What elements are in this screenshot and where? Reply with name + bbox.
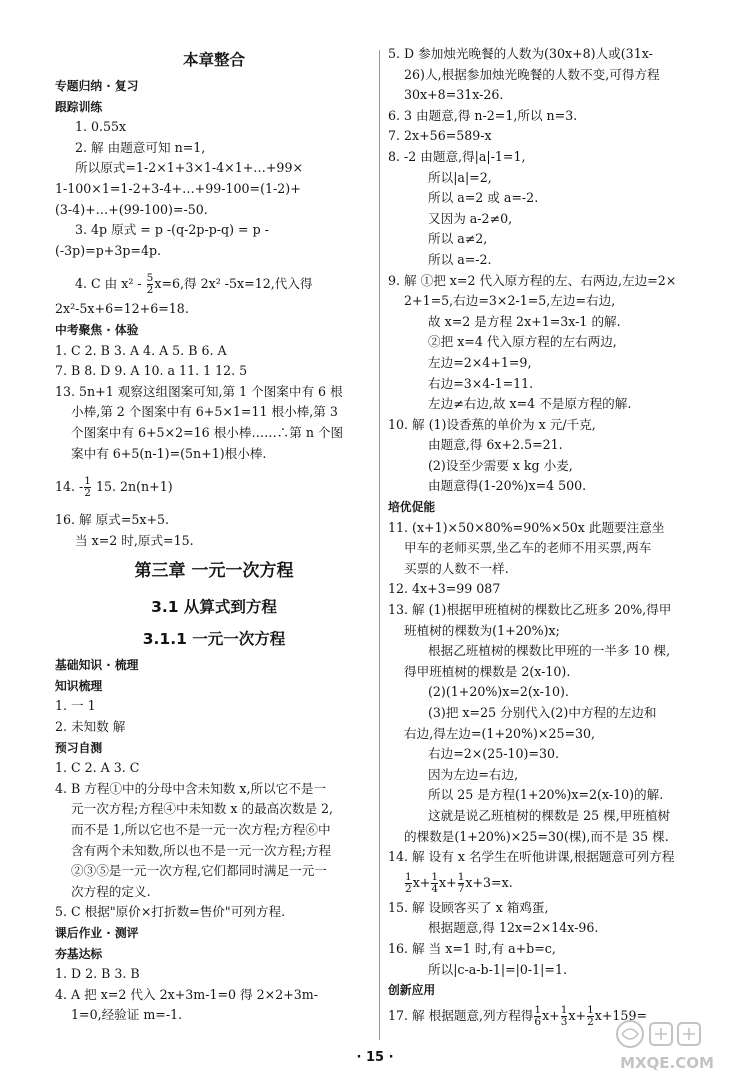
text-line: 得甲班植树的棵数是 2(x-10).: [404, 663, 571, 679]
text-line: 当 x=2 时,原式=15.: [75, 532, 194, 548]
text-line: 15. 解 设顾客买了 x 箱鸡蛋,: [388, 899, 549, 915]
spacer: [55, 502, 373, 510]
text-line: 7. B 8. D 9. A 10. a 11. 1 12. 5: [55, 363, 248, 379]
text-line: $\frac{1}{2}$ x+ $\frac{1}{4}$ x+ $\frac{1}{7}$ x+3=x.: [405, 870, 513, 895]
section-title: 3.1.1 一元一次方程: [142, 630, 286, 649]
text-line: 8. -2 由题意,得|a|-1=1,: [388, 148, 526, 164]
text-line: 的棵数是(1+20%)×25=30(棵),而不是 35 棵.: [404, 828, 669, 844]
text-line: 而不是 1,所以它也不是一元一次方程;方程⑥中: [71, 822, 331, 838]
text-line: 所以|a|=2,: [428, 169, 492, 185]
text-line: 右边=2×(25-10)=30.: [428, 746, 560, 762]
fraction: $\frac{1}{3}$: [560, 1003, 568, 1028]
text-line: (-3p)=p+3p=4p.: [55, 242, 162, 258]
text-line: 个图案中有 6+5×2=16 根小棒……∴第 n 个图: [71, 424, 344, 440]
text-line: ②把 x=4 代入原方程的左右两边,: [428, 334, 617, 350]
text-line: 9. 解 ①把 x=2 代入原方程的左、右两边,左边=2×: [388, 272, 677, 288]
fraction: $\frac{5}{2}$: [146, 272, 154, 297]
section-heading: 课后作业 · 测评: [55, 926, 139, 940]
text-line: 2. 解 由题意可知 n=1,: [75, 139, 206, 155]
section-title: 本章整合: [182, 51, 245, 69]
text-line: (3)把 x=25 分别代入(2)中方程的左边和: [428, 705, 657, 720]
text-line: 3. 4p 原式 = p -(q-2p-p-q) = p -: [75, 222, 269, 238]
text-line: 4. C 由 x² - $\frac{5}{2}$ x=6,得 2x² -5x=12,代入得: [75, 272, 313, 297]
text-line: 10. 解 (1)设香蕉的单价为 x 元/千克,: [388, 416, 596, 432]
text-line: 30x+8=31x-26.: [404, 87, 504, 103]
text-line: 1=0,经验证 m=-1.: [71, 1007, 183, 1023]
section-title: 3.1 从算式到方程: [151, 598, 277, 617]
text-line: 14. - $\frac{1}{2}$ 15. 2n(n+1): [55, 475, 173, 500]
text-line: 1-100×1=1-2+3-4+…+99-100=(1-2)+: [55, 180, 301, 196]
text-line: ②③⑤是一元一次方程,它们都同时满足一元一: [71, 863, 327, 879]
section-title: 第三章 一元一次方程: [134, 561, 294, 582]
section-heading: 中考聚焦 · 体验: [55, 322, 139, 337]
text-line: 根据乙班植树的棵数比甲班的一半多 10 棵,: [428, 643, 671, 659]
text-line: 买票的人数不一样.: [404, 560, 509, 576]
text-line: 右边=3×4-1=11.: [428, 375, 534, 391]
text-line: 2. 未知数 解: [55, 719, 126, 735]
text-line: 小棒,第 2 个图案中有 6+5×1=11 根小棒,第 3: [71, 404, 338, 420]
section-heading: 创新应用: [388, 983, 436, 998]
text-line: 17. 解 根据题意,列方程得 $\frac{1}{6}$ x+ $\frac{1}{3}$ x+ $\frac{1}{2}$ x+159=: [388, 1003, 648, 1028]
text-line: 13. 5n+1 观察这组图案可知,第 1 个图案中有 6 根: [55, 383, 343, 399]
text-line: 1. C 2. A 3. C: [55, 760, 140, 776]
text-line: 次方程的定义.: [71, 883, 151, 899]
text-line: 班植树的棵数为(1+20%)x;: [404, 622, 560, 638]
fraction: $\frac{1}{7}$: [457, 870, 465, 895]
text-line: 7. 2x+56=589-x: [388, 128, 492, 144]
section-heading: 培优促能: [388, 500, 436, 515]
column-divider: [379, 50, 380, 1040]
fraction: $\frac{1}{2}$: [84, 475, 91, 500]
text-line: 所以 a=2 或 a=-2.: [428, 190, 539, 206]
section-heading: 夯基达标: [55, 946, 103, 961]
text-line: (3-4)+…+(99-100)=-50.: [55, 201, 208, 217]
text-line: 16. 解 当 x=1 时,有 a+b=c,: [388, 940, 556, 956]
text-line: 右边,得左边=(1+20%)×25=30,: [404, 725, 596, 741]
text-line: 14. 解 设有 x 名学生在听他讲课,根据题意可列方程: [388, 849, 675, 865]
text-line: 左边≠右边,故 x=4 不是原方程的解.: [428, 396, 632, 412]
text-line: 2x²-5x+6=12+6=18.: [55, 301, 189, 317]
text-line: 12. 4x+3=99 087: [388, 581, 501, 597]
text-line: 由题意,得 6x+2.5=21.: [428, 437, 563, 453]
left-column: [55, 44, 373, 1026]
text-line: 26)人,根据参加烛光晚餐的人数不变,可得方程: [404, 66, 660, 82]
text-line: 所以 a=-2.: [428, 251, 492, 267]
text-line: 故 x=2 是方程 2x+1=3x-1 的解.: [428, 313, 621, 329]
text-line: 所以 25 是方程(1+20%)x=2(x-10)的解.: [428, 787, 664, 803]
text-line: 又因为 a-2≠0,: [428, 210, 513, 226]
text-line: 1. 0.55x: [75, 119, 127, 135]
fraction: $\frac{1}{6}$: [534, 1003, 542, 1028]
section-heading: 专题归纳 · 复习: [55, 79, 139, 93]
text-line: 甲车的老师买票,坐乙车的老师不用买票,两车: [404, 540, 652, 556]
text-line: 16. 解 原式=5x+5.: [55, 512, 170, 528]
text-line: 11. (x+1)×50×80%=90%×50x 此题要注意坐: [388, 519, 665, 535]
section-heading: 基础知识 · 梳理: [55, 658, 139, 673]
section-heading: 跟踪训练: [55, 99, 103, 114]
text-line: (2)设至少需要 x kg 小麦,: [428, 457, 573, 473]
fraction: $\frac{1}{2}$: [405, 870, 412, 895]
text-line: 1. 一 1: [55, 698, 96, 714]
right-column: [388, 44, 708, 1031]
text-line: 所以|c-a-b-1|=|0-1|=1.: [428, 961, 567, 977]
fraction: $\frac{1}{2}$: [587, 1003, 594, 1028]
text-line: (2)(1+20%)x=2(x-10).: [428, 684, 569, 700]
text-line: 5. C 根据"原价×打折数=售价"可列方程.: [55, 904, 286, 920]
text-line: 2+1=5,右边=3×2-1=5,左边=右边,: [404, 293, 616, 309]
text-line: 6. 3 由题意,得 n-2=1,所以 n=3.: [388, 107, 578, 123]
text-line: 13. 解 (1)根据甲班植树的棵数比乙班多 20%,得甲: [388, 602, 672, 618]
text-line: 1. C 2. B 3. A 4. A 5. B 6. A: [55, 342, 227, 358]
text-line: 所以原式=1-2×1+3×1-4×1+…+99×: [75, 160, 304, 176]
text-line: 4. A 把 x=2 代入 2x+3m-1=0 得 2×2+3m-: [55, 986, 318, 1002]
text-line: 这就是说乙班植树的棵数是 25 棵,甲班植树: [428, 807, 671, 823]
text-line: 5. D 参加烛光晚餐的人数为(30x+8)人或(31x-: [388, 46, 653, 61]
svg-text:MXQE.COM: MXQE.COM: [620, 1054, 714, 1072]
page-number: · 15 ·: [356, 1050, 394, 1065]
text-line: 元一次方程;方程④中未知数 x 的最高次数是 2,: [71, 801, 334, 817]
section-heading: 知识梳理: [55, 678, 103, 693]
text-line: 含有两个未知数,所以也不是一元一次方程;方程: [71, 842, 332, 858]
text-line: 根据题意,得 12x=2×14x-96.: [428, 920, 599, 936]
watermark-logo-icon: [612, 1012, 722, 1076]
fraction: $\frac{1}{4}$: [431, 870, 439, 895]
text-line: 由题意得(1-20%)x=4 500.: [428, 478, 587, 494]
text-line: 所以 a≠2,: [428, 231, 488, 247]
text-line: 案中有 6+5(n-1)=(5n+1)根小棒.: [71, 445, 267, 461]
spacer: [55, 464, 373, 472]
text-line: 因为左边=右边,: [428, 766, 519, 782]
text-line: 1. D 2. B 3. B: [55, 966, 140, 982]
text-line: 左边=2×4+1=9,: [428, 354, 532, 370]
spacer: [55, 261, 373, 269]
text-line: 4. B 方程①中的分母中含未知数 x,所以它不是一: [55, 780, 327, 796]
section-heading: 预习自测: [55, 740, 103, 755]
